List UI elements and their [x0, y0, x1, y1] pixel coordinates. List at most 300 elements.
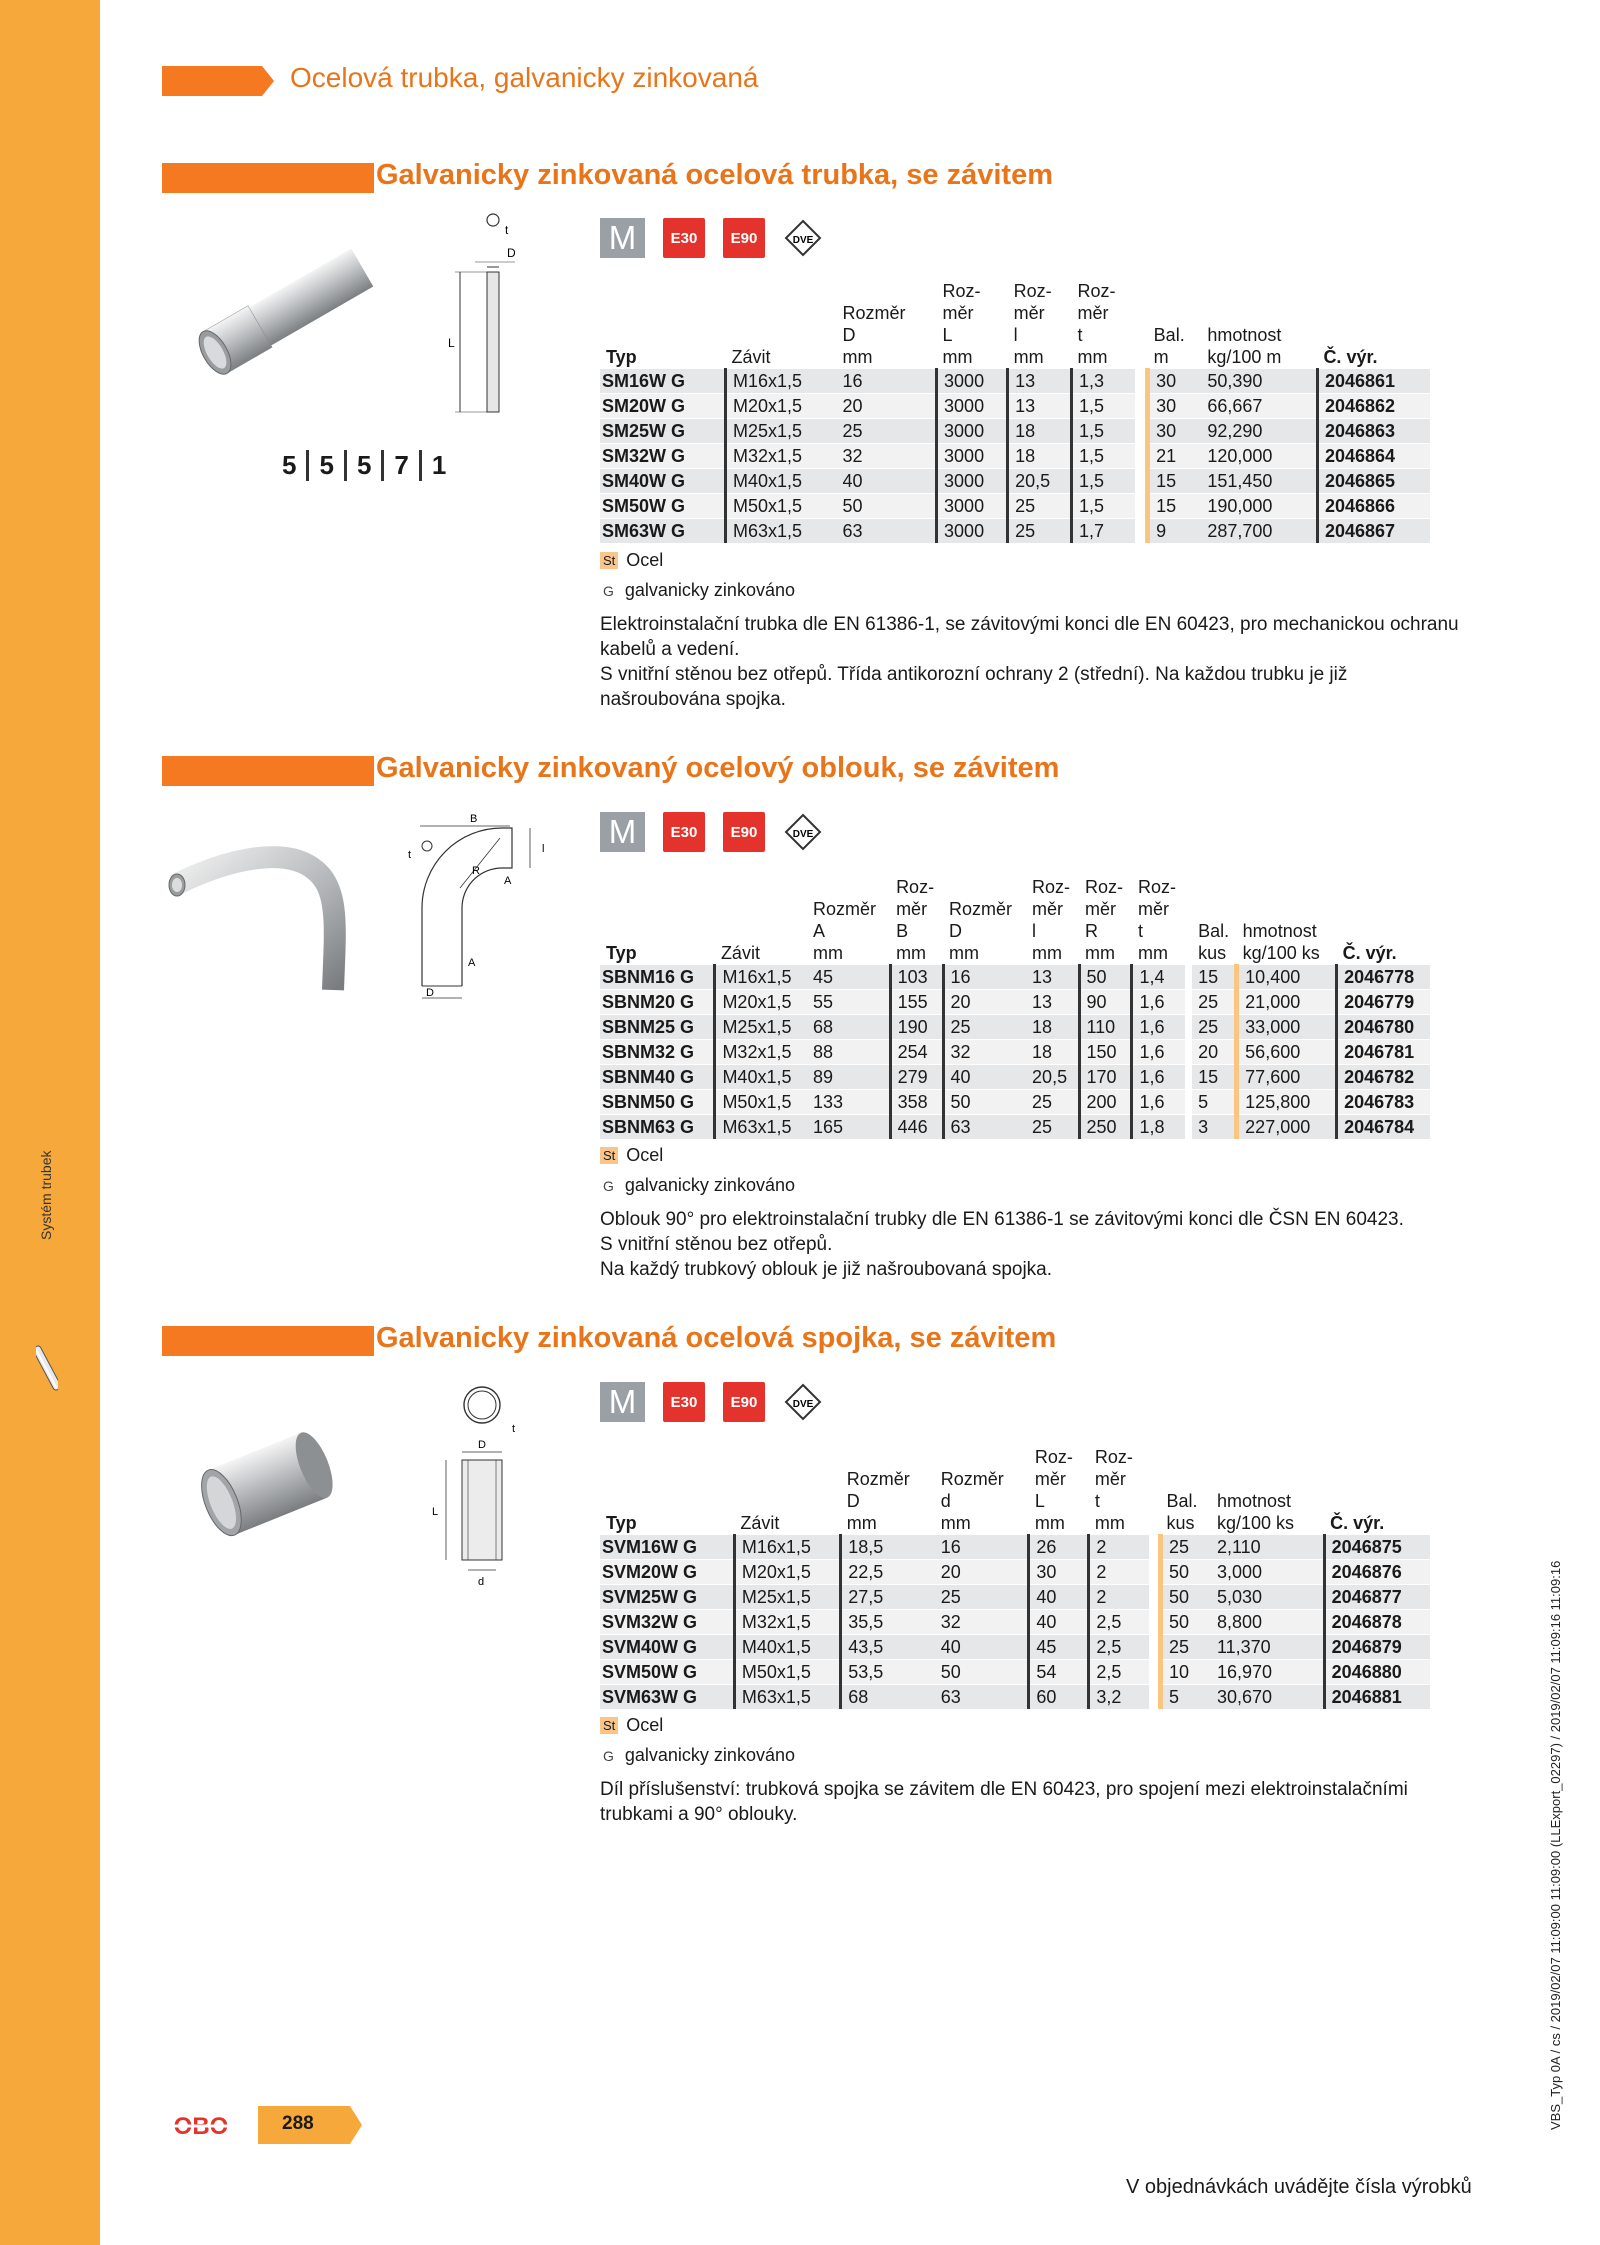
table-cell: 11,370 — [1211, 1635, 1324, 1660]
table-cell: 1,5 — [1072, 469, 1136, 494]
table-cell: 21,000 — [1237, 990, 1337, 1015]
table-cell: 15 — [1148, 469, 1202, 494]
table-cell: 35,5 — [841, 1610, 935, 1635]
table-cell: 3000 — [937, 369, 1008, 394]
section-title-bend: Galvanicky zinkovaný ocelový oblouk, se závitem — [376, 752, 1060, 784]
table-header-cell: Roz- — [1034, 1447, 1073, 1467]
table-header-cell — [734, 1490, 840, 1512]
table-header-cell: měr — [942, 303, 974, 323]
table-cell: 15 — [1148, 494, 1202, 519]
section-title-coupling: Galvanicky zinkovaná ocelová spojka, se závitem — [376, 1322, 1057, 1354]
table-header-cell — [943, 876, 1026, 898]
table-header-cell — [715, 920, 807, 942]
table-cell: M32x1,5 — [734, 1610, 840, 1635]
badge-e30: E30 — [663, 812, 705, 852]
pipe-dimension-drawing — [415, 212, 535, 422]
table-header-cell: Typ — [606, 347, 637, 367]
table-gap — [1149, 1446, 1161, 1468]
table-header-cell: mm — [1034, 1513, 1065, 1533]
drawing-label-b: B — [470, 813, 478, 825]
table-cell: 1,8 — [1132, 1115, 1185, 1140]
description-line: S vnitřní stěnou bez otřepů. Třída antikorozní ochrany 2 (střední). Na každou trubku je již našroubována spojka. — [600, 664, 1348, 710]
table-gap — [1149, 1585, 1161, 1610]
table-header-row — [600, 280, 1430, 302]
table-cell: 20 — [836, 394, 936, 419]
table-cell: 92,290 — [1201, 419, 1317, 444]
table-header-cell: mm — [1137, 943, 1168, 963]
table-header-cell: mm — [1077, 347, 1108, 367]
cell-article-number: 2046875 — [1324, 1535, 1430, 1560]
table-cell: M40x1,5 — [715, 1065, 807, 1090]
table-cell: 13 — [1026, 965, 1079, 990]
table-cell: 190 — [890, 1015, 943, 1040]
table-cell: 3000 — [937, 444, 1008, 469]
table-header-cell: měr — [1013, 303, 1045, 323]
obo-logo-text: OBO — [173, 2113, 229, 2140]
table-header-cell: Roz- — [1013, 281, 1052, 301]
table-cell: 190,000 — [1201, 494, 1317, 519]
footer-note: V objednávkách uvádějte čísla výrobků — [1126, 2176, 1472, 2198]
table-header-cell — [600, 324, 725, 346]
table-cell: 3000 — [937, 494, 1008, 519]
table-header-cell — [600, 280, 725, 302]
section-bar — [162, 1326, 374, 1356]
table-header-cell: Roz- — [1032, 877, 1071, 897]
table-header-cell: Rozměr — [940, 1469, 1004, 1489]
table-cell: 45 — [807, 965, 890, 990]
table-header-cell — [1337, 876, 1430, 898]
table-cell: 170 — [1079, 1065, 1132, 1090]
table-header-cell: kus — [1166, 1513, 1195, 1533]
table-cell: 18 — [1026, 1040, 1079, 1065]
table-cell: 66,667 — [1201, 394, 1317, 419]
table-cell: 25 — [1026, 1115, 1079, 1140]
table-gap — [1135, 494, 1147, 519]
legend-st-label: Ocel — [626, 550, 664, 570]
pipe-thumbnail-icon — [36, 1340, 58, 1396]
table-cell: 1,6 — [1132, 1065, 1185, 1090]
table-header-cell — [1324, 1468, 1430, 1490]
coupling-table-body — [600, 1535, 1430, 1710]
table-cell: 2,5 — [1089, 1635, 1149, 1660]
table-cell: M40x1,5 — [725, 469, 836, 494]
cell-article-number: 2046781 — [1337, 1040, 1430, 1065]
table-header-cell: Typ — [606, 943, 637, 963]
table-cell: 1,6 — [1132, 1090, 1185, 1115]
table-cell: 50 — [836, 494, 936, 519]
table-header-cell: Roz- — [1094, 1447, 1133, 1467]
table-cell: 26 — [1029, 1535, 1089, 1560]
legend-st-code: St — [600, 1717, 618, 1734]
table-cell: 20 — [1192, 1040, 1237, 1065]
table-cell: M20x1,5 — [715, 990, 807, 1015]
table-header-cell — [935, 1446, 1029, 1468]
table-header-row — [600, 1446, 1430, 1468]
badge-e30: E30 — [663, 1382, 705, 1422]
table-gap — [1135, 280, 1147, 302]
table-header-cell — [1317, 324, 1430, 346]
table-cell: M50x1,5 — [715, 1090, 807, 1115]
table-cell: 3 — [1192, 1115, 1237, 1140]
table-header-row — [600, 346, 1430, 369]
section-bar — [162, 756, 374, 786]
table-header-cell: mm — [949, 943, 980, 963]
svg-text:DVE: DVE — [792, 1399, 814, 1410]
table-cell: M63x1,5 — [725, 519, 836, 544]
table-cell: M50x1,5 — [734, 1660, 840, 1685]
code-digit: 5 — [309, 450, 346, 481]
table-header-cell: hmotnost — [1242, 921, 1317, 941]
table-cell: 358 — [890, 1090, 943, 1115]
table-gap — [1185, 898, 1192, 920]
badge-e90: E90 — [723, 218, 765, 258]
table-cell: 16,970 — [1211, 1660, 1324, 1685]
table-header-cell: Roz- — [1137, 877, 1176, 897]
description-line: Oblouk 90° pro elektroinstalační trubky dle EN 61386-1 se závitovými konci dle ČSN EN 60423. — [600, 1209, 1404, 1230]
table-cell: 30 — [1148, 369, 1202, 394]
code-digit: 5 — [282, 450, 309, 481]
table-row — [600, 1660, 1430, 1685]
cell-type: SVM40W G — [600, 1635, 734, 1660]
table-cell: 25 — [1026, 1090, 1079, 1115]
table-header-row — [600, 1512, 1430, 1535]
page-header-title: Ocelová trubka, galvanicky zinkovaná — [290, 62, 759, 93]
table-header-cell — [1337, 898, 1430, 920]
table-cell: 13 — [1008, 369, 1072, 394]
table-cell: 2,110 — [1211, 1535, 1324, 1560]
table-header-cell: l — [1013, 325, 1018, 345]
table-cell: 1,5 — [1072, 444, 1136, 469]
coupling-spec-table — [600, 1446, 1430, 1709]
cell-article-number: 2046877 — [1324, 1585, 1430, 1610]
legend-g-code: G — [603, 1177, 614, 1194]
table-gap — [1149, 1535, 1161, 1560]
code-digit: 1 — [431, 450, 447, 480]
legend-g — [600, 1745, 795, 1766]
table-row — [600, 1535, 1430, 1560]
table-cell: 63 — [943, 1115, 1026, 1140]
table-header-cell — [600, 898, 715, 920]
table-cell: 27,5 — [841, 1585, 935, 1610]
table-gap — [1185, 1015, 1192, 1040]
table-cell: 22,5 — [841, 1560, 935, 1585]
description-line: S vnitřní stěnou bez otřepů. — [600, 1234, 833, 1255]
table-cell: 63 — [836, 519, 936, 544]
table-header-cell — [1160, 1468, 1210, 1490]
table-cell: M50x1,5 — [725, 494, 836, 519]
table-header-cell: mm — [942, 347, 973, 367]
table-row — [600, 1560, 1430, 1585]
table-header-cell: d — [940, 1491, 951, 1511]
table-header-cell — [836, 280, 936, 302]
table-header-cell — [725, 324, 836, 346]
table-header-cell: mm — [846, 1513, 877, 1533]
table-header-cell — [1201, 302, 1317, 324]
table-cell: M20x1,5 — [734, 1560, 840, 1585]
table-header-cell: měr — [1137, 899, 1169, 919]
cell-type: SVM32W G — [600, 1610, 734, 1635]
table-cell: 16 — [836, 369, 936, 394]
table-header-row — [600, 1468, 1430, 1490]
table-cell: 151,450 — [1201, 469, 1317, 494]
table-cell: 40 — [1029, 1610, 1089, 1635]
table-header-cell: B — [896, 921, 909, 941]
table-gap — [1135, 419, 1147, 444]
table-cell: 1,5 — [1072, 419, 1136, 444]
table-cell: 10 — [1160, 1660, 1210, 1685]
table-header-cell: L — [1034, 1491, 1045, 1511]
table-cell: 20,5 — [1008, 469, 1072, 494]
table-cell: 77,600 — [1237, 1065, 1337, 1090]
table-row — [600, 369, 1430, 394]
table-cell: M32x1,5 — [715, 1040, 807, 1065]
badge-m: M — [600, 812, 645, 852]
table-cell: 60 — [1029, 1685, 1089, 1710]
table-header-cell: měr — [896, 899, 928, 919]
table-header-cell: L — [942, 325, 953, 345]
table-header-row — [600, 324, 1430, 346]
table-cell: 250 — [1079, 1115, 1132, 1140]
table-cell: 133 — [807, 1090, 890, 1115]
table-header-cell — [1201, 280, 1317, 302]
cell-type: SM32W G — [600, 444, 725, 469]
table-header-cell: měr — [1085, 899, 1116, 919]
table-header-cell: mm — [813, 943, 844, 963]
table-cell: 227,000 — [1237, 1115, 1337, 1140]
table-cell: 2,5 — [1089, 1610, 1149, 1635]
table-cell: 120,000 — [1201, 444, 1317, 469]
table-gap — [1185, 965, 1192, 990]
table-header-cell: t — [1137, 921, 1143, 941]
table-row — [600, 990, 1430, 1015]
table-row — [600, 1090, 1430, 1115]
drawing-label-l: L — [432, 1506, 439, 1518]
table-cell: 50 — [1160, 1560, 1210, 1585]
table-header-cell — [600, 876, 715, 898]
table-row — [600, 444, 1430, 469]
cell-article-number: 2046863 — [1317, 419, 1430, 444]
table-cell: 40 — [836, 469, 936, 494]
table-cell: 200 — [1079, 1090, 1132, 1115]
page-number: 288 — [282, 2113, 314, 2134]
table-cell: 15 — [1192, 965, 1237, 990]
table-header-cell: mm — [842, 347, 873, 367]
table-gap — [1135, 444, 1147, 469]
table-header-row — [600, 876, 1430, 898]
table-cell: 30 — [1148, 419, 1202, 444]
drawing-label-t: t — [512, 1423, 516, 1435]
section-title-pipe: Galvanicky zinkovaná ocelová trubka, se závitem — [376, 159, 1053, 191]
table-header-cell — [1237, 876, 1337, 898]
table-header-cell: Rozměr — [949, 899, 1013, 919]
table-cell: 155 — [890, 990, 943, 1015]
cell-type: SVM16W G — [600, 1535, 734, 1560]
badge-m: M — [600, 1382, 645, 1422]
cell-type: SVM50W G — [600, 1660, 734, 1685]
section-bar — [162, 163, 374, 193]
table-gap — [1135, 519, 1147, 544]
table-header-cell: mm — [896, 943, 927, 963]
table-cell: 53,5 — [841, 1660, 935, 1685]
table-cell: 89 — [807, 1065, 890, 1090]
table-header-cell — [725, 280, 836, 302]
cell-article-number: 2046862 — [1317, 394, 1430, 419]
table-cell: 1,5 — [1072, 394, 1136, 419]
table-header-cell — [1211, 1446, 1324, 1468]
table-cell: 3000 — [937, 419, 1008, 444]
vde-icon — [783, 218, 823, 258]
table-header-cell: Bal. — [1198, 921, 1230, 941]
table-header-cell: A — [813, 921, 826, 941]
table-gap — [1185, 920, 1192, 942]
badge-m: M — [600, 218, 645, 258]
cell-article-number: 2046876 — [1324, 1560, 1430, 1585]
table-header-cell: Rozměr — [846, 1469, 910, 1489]
table-cell: 18 — [1008, 444, 1072, 469]
table-cell: 25 — [1160, 1635, 1210, 1660]
cell-type: SBNM50 G — [600, 1090, 715, 1115]
table-gap — [1185, 876, 1192, 898]
svg-text:DVE: DVE — [792, 235, 814, 246]
table-cell: 40 — [1029, 1585, 1089, 1610]
table-cell: 446 — [890, 1115, 943, 1140]
table-header-cell: Bal. — [1153, 325, 1185, 345]
table-cell: 125,800 — [1237, 1090, 1337, 1115]
table-header-cell: mm — [940, 1513, 971, 1533]
table-cell: 63 — [935, 1685, 1029, 1710]
drawing-label-l: l — [542, 843, 545, 855]
table-cell: 30 — [1148, 394, 1202, 419]
cell-article-number: 2046879 — [1324, 1635, 1430, 1660]
table-cell: 20 — [943, 990, 1026, 1015]
table-cell: 50 — [943, 1090, 1026, 1115]
table-header-cell — [1211, 1468, 1324, 1490]
table-cell: 90 — [1079, 990, 1132, 1015]
table-cell: 3,000 — [1211, 1560, 1324, 1585]
cell-type: SBNM63 G — [600, 1115, 715, 1140]
table-cell: 1,5 — [1072, 494, 1136, 519]
table-header-cell — [1148, 280, 1202, 302]
table-header-cell — [734, 1446, 840, 1468]
table-header-row — [600, 942, 1430, 965]
drawing-label-l: L — [448, 336, 455, 350]
table-cell: 50 — [1160, 1585, 1210, 1610]
cell-type: SBNM40 G — [600, 1065, 715, 1090]
table-gap — [1149, 1635, 1161, 1660]
badge-row — [600, 812, 823, 852]
coupling-dimension-drawing — [420, 1380, 540, 1590]
installation-code — [282, 450, 446, 481]
table-header-cell: D — [846, 1491, 860, 1511]
table-header-cell — [841, 1446, 935, 1468]
table-gap — [1135, 346, 1147, 369]
table-cell: 40 — [935, 1635, 1029, 1660]
pipe-product-image — [185, 245, 375, 385]
cell-article-number: 2046866 — [1317, 494, 1430, 519]
table-gap — [1135, 469, 1147, 494]
table-cell: 5 — [1160, 1685, 1210, 1710]
table-header-cell — [1317, 280, 1430, 302]
table-cell: 15 — [1192, 1065, 1237, 1090]
table-header-cell: kg/100 m — [1207, 347, 1282, 367]
coupling-product-image — [190, 1420, 340, 1550]
description-line: Elektroinstalační trubka dle EN 61386-1, se závitovými konci dle EN 60423, pro mechanickou ochranu kabelů a vedení. — [600, 614, 1459, 660]
table-row — [600, 965, 1430, 990]
table-header-cell: m — [1153, 347, 1169, 367]
table-cell: 3,2 — [1089, 1685, 1149, 1710]
legend-st — [600, 550, 663, 571]
table-cell: 10,400 — [1237, 965, 1337, 990]
table-cell: 2 — [1089, 1585, 1149, 1610]
table-row — [600, 1015, 1430, 1040]
table-gap — [1185, 942, 1192, 965]
table-header-row — [600, 302, 1430, 324]
pipe-spec-table — [600, 280, 1430, 543]
table-cell: M63x1,5 — [734, 1685, 840, 1710]
table-header-cell — [715, 876, 807, 898]
table-cell: M63x1,5 — [715, 1115, 807, 1140]
cell-article-number: 2046861 — [1317, 369, 1430, 394]
table-header-cell — [600, 302, 725, 324]
table-header-cell: Roz- — [1085, 877, 1124, 897]
cell-article-number: 2046864 — [1317, 444, 1430, 469]
table-cell: 1,6 — [1132, 1040, 1185, 1065]
table-cell: 50 — [1079, 965, 1132, 990]
table-header-cell — [725, 302, 836, 324]
side-chapter-label: Systém trubek — [38, 1150, 54, 1240]
table-gap — [1149, 1685, 1161, 1710]
table-cell: 25 — [1008, 519, 1072, 544]
table-row — [600, 1115, 1430, 1140]
table-header-cell — [600, 920, 715, 942]
table-cell: 20,5 — [1026, 1065, 1079, 1090]
table-header-row — [600, 898, 1430, 920]
bend-product-image — [165, 840, 365, 1000]
table-gap — [1149, 1660, 1161, 1685]
table-header-cell — [1192, 898, 1237, 920]
drawing-label-a: A — [504, 875, 512, 887]
table-header-cell: l — [1032, 921, 1037, 941]
table-row — [600, 469, 1430, 494]
cell-type: SM63W G — [600, 519, 725, 544]
table-row — [600, 1065, 1430, 1090]
cell-type: SM20W G — [600, 394, 725, 419]
table-row — [600, 1040, 1430, 1065]
table-cell: 32 — [935, 1610, 1029, 1635]
table-header-cell — [1160, 1446, 1210, 1468]
table-header-cell: mm — [1013, 347, 1044, 367]
table-header-cell: měr — [1032, 899, 1064, 919]
table-cell: 25 — [1160, 1535, 1210, 1560]
table-cell: 165 — [807, 1115, 890, 1140]
obo-logo — [160, 2110, 242, 2142]
table-header-row — [600, 920, 1430, 942]
cell-article-number: 2046784 — [1337, 1115, 1430, 1140]
table-cell: 150 — [1079, 1040, 1132, 1065]
table-cell: 1,3 — [1072, 369, 1136, 394]
table-cell: 68 — [841, 1685, 935, 1710]
badge-row — [600, 218, 823, 258]
table-cell: 54 — [1029, 1660, 1089, 1685]
table-cell: 1,6 — [1132, 1015, 1185, 1040]
cell-type: SM40W G — [600, 469, 725, 494]
legend-g-label: galvanicky zinkováno — [624, 1175, 795, 1195]
table-cell: M16x1,5 — [715, 965, 807, 990]
legend-st-code: St — [600, 1147, 618, 1164]
table-header-cell — [1148, 302, 1202, 324]
table-header-cell: Závit — [720, 943, 760, 963]
table-cell: 103 — [890, 965, 943, 990]
